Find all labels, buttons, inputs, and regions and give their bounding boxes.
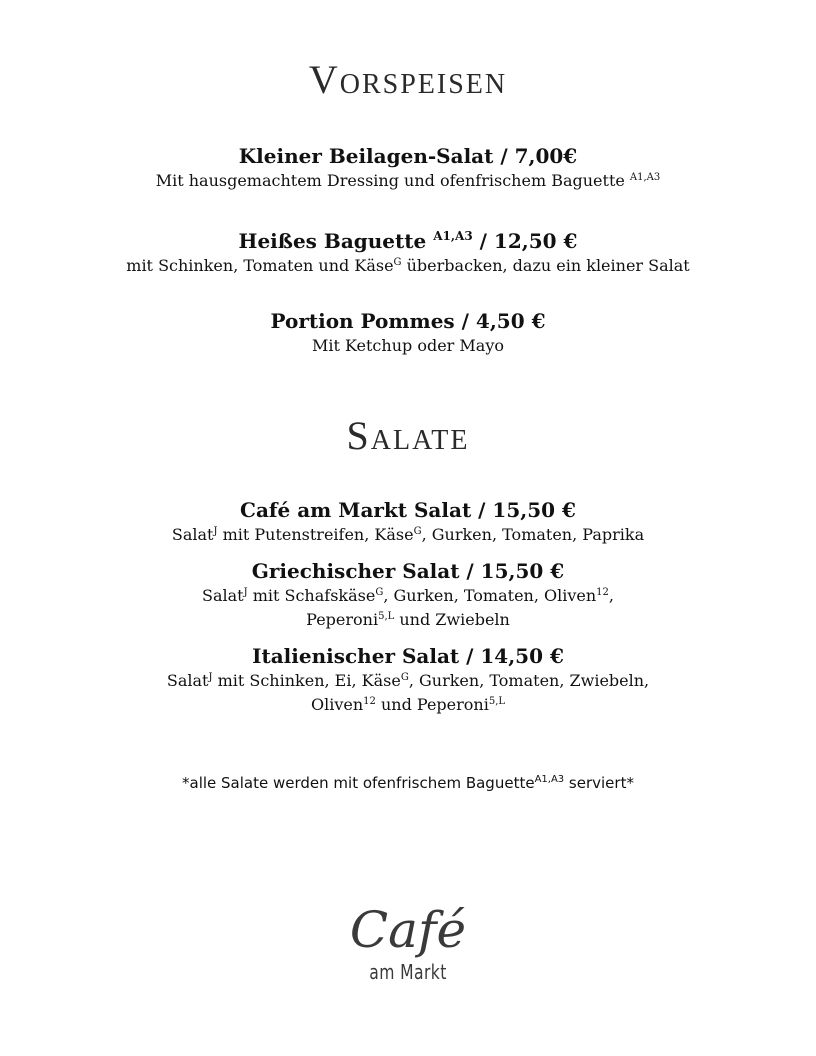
- allergen-code: G: [400, 672, 409, 683]
- item-name-text: Heißes Baguette: [238, 229, 434, 253]
- menu-item-italienischer-salat: [0, 643, 816, 717]
- menu-item-griechischer-salat: [0, 558, 816, 632]
- logo-wordmark: Café: [349, 901, 467, 959]
- item-description-text: ,: [608, 586, 614, 605]
- allergen-code: A1,A3: [534, 774, 565, 785]
- item-description-text: mit Schinken, Tomaten und Käse: [126, 256, 394, 275]
- item-name: Griechischer Salat / 15,50 €: [251, 559, 565, 583]
- item-name: Italienischer Salat / 14,50 €: [252, 644, 564, 668]
- section-title-salate: Salate: [346, 413, 470, 458]
- menu-item-beilagen-salat: [0, 143, 816, 193]
- item-description-text: mit Schinken, Ei, Käse: [212, 671, 401, 690]
- allergen-code: G: [375, 587, 384, 598]
- allergen-code: 12: [363, 696, 376, 707]
- item-description-text: mit Schafskäse: [247, 586, 376, 605]
- allergen-code: J: [243, 587, 248, 598]
- item-description-text: Peperoni: [306, 610, 379, 629]
- item-name: Café am Markt Salat / 15,50 €: [240, 498, 576, 522]
- item-description-line2: [0, 608, 816, 632]
- item-description: [0, 169, 816, 193]
- allergen-code: 12: [596, 587, 609, 598]
- allergen-code: G: [393, 257, 402, 268]
- item-description-text: , Gurken, Tomaten, Zwiebeln,: [408, 671, 650, 690]
- item-description: [0, 523, 816, 547]
- menu-item-cafe-am-markt-salat: [0, 497, 816, 547]
- allergen-code: 5,L: [378, 611, 395, 622]
- item-description-text: Salat: [202, 586, 244, 605]
- item-description-text: Salat: [166, 671, 209, 690]
- item-description-text: und Zwiebeln: [394, 610, 510, 629]
- footnote-text: *alle Salate werden mit ofenfrischem Baguette: [182, 774, 535, 792]
- section-title-vorspeisen: Vorspeisen: [308, 57, 508, 102]
- item-description-line2: [0, 693, 816, 717]
- item-description: [0, 669, 816, 693]
- item-description-text: Mit hausgemachtem Dressing und ofenfrischem Baguette: [155, 171, 630, 190]
- item-name: [0, 228, 816, 254]
- menu-item-heisses-baguette: [0, 228, 816, 278]
- allergen-code: A1,A3: [433, 229, 473, 243]
- menu-item-portion-pommes: [0, 308, 816, 358]
- item-description: Mit Ketchup oder Mayo: [311, 336, 504, 355]
- allergen-code: A1,A3: [629, 172, 661, 183]
- item-description-text: Salat: [171, 525, 214, 544]
- allergen-code: J: [208, 672, 213, 683]
- item-description: [0, 584, 816, 608]
- item-description: [0, 254, 816, 278]
- item-price: / 12,50 €: [472, 229, 578, 253]
- item-description-text: , Gurken, Tomaten, Oliven: [383, 586, 597, 605]
- allergen-code: J: [213, 526, 218, 537]
- logo-subtitle: am Markt: [369, 960, 447, 984]
- item-name: Kleiner Beilagen-Salat / 7,00€: [238, 144, 578, 168]
- item-description-text: überbacken, dazu ein kleiner Salat: [401, 256, 690, 275]
- item-description-text: Oliven: [310, 695, 364, 714]
- salad-footnote: [0, 772, 816, 794]
- allergen-code: G: [413, 526, 422, 537]
- footnote-text: serviert*: [564, 774, 634, 792]
- item-description-text: mit Putenstreifen, Käse: [217, 525, 414, 544]
- item-description-text: und Peperoni: [375, 695, 489, 714]
- allergen-code: 5,L: [488, 696, 506, 707]
- item-description-text: , Gurken, Tomaten, Paprika: [421, 525, 645, 544]
- cafe-logo: [0, 900, 816, 984]
- item-name: Portion Pommes / 4,50 €: [270, 309, 546, 333]
